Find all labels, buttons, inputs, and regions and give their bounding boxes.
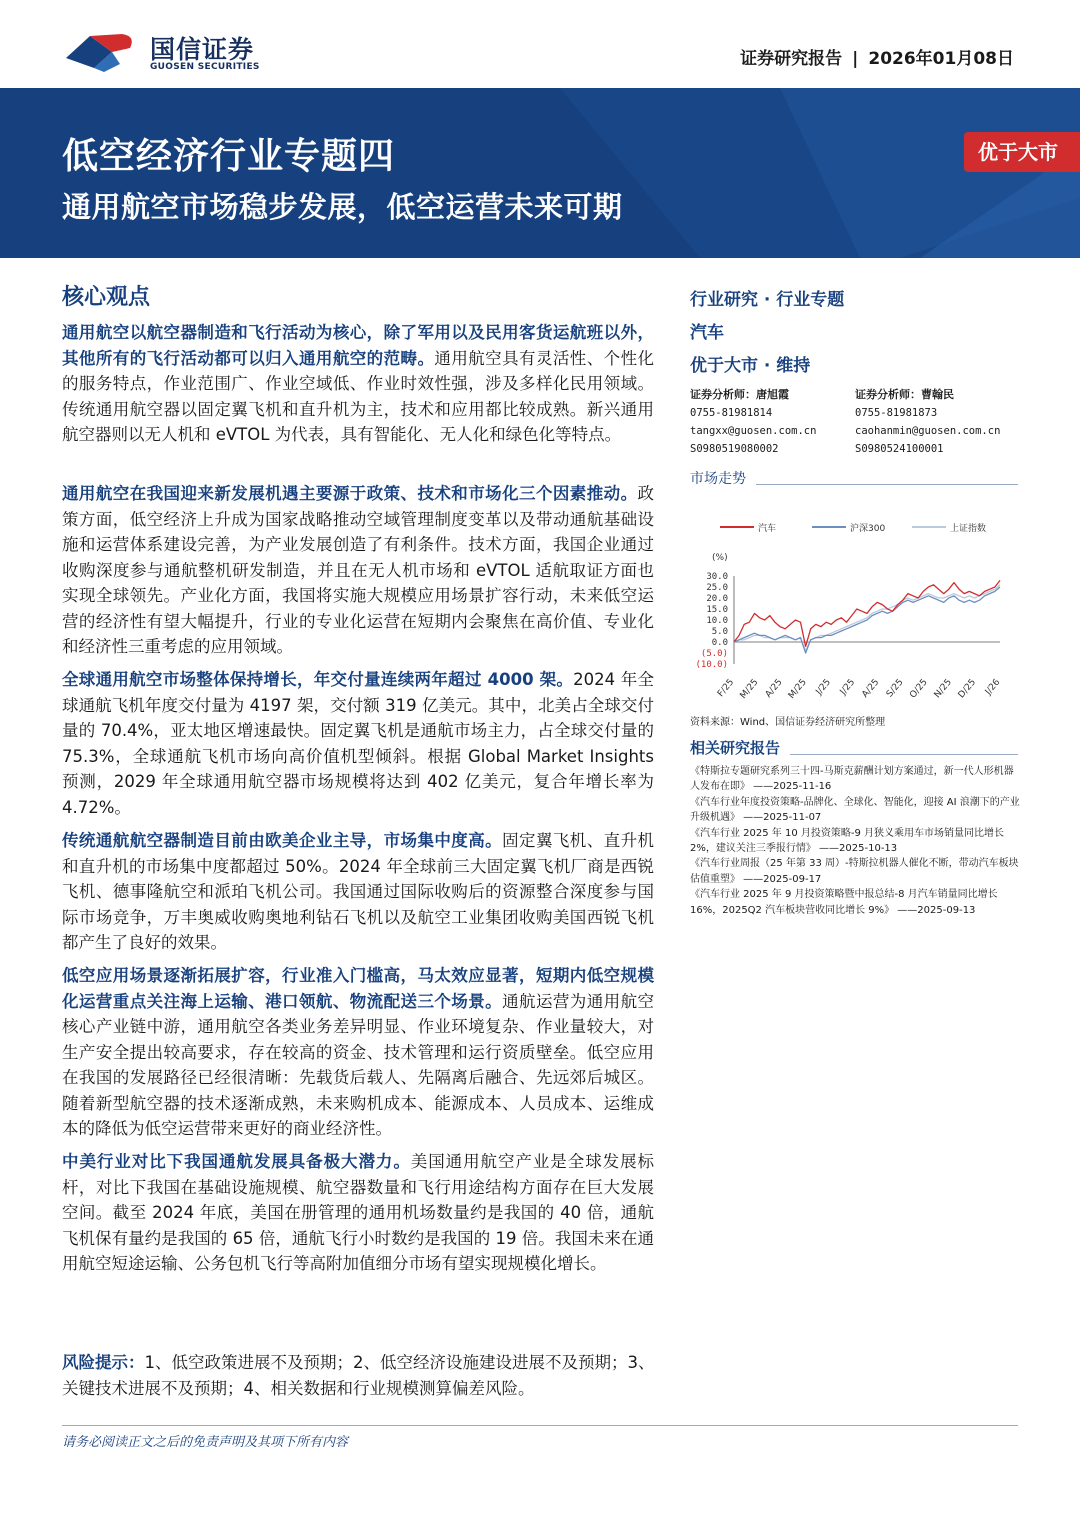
x-tick-label: O/25 bbox=[908, 677, 930, 701]
doc-type: 证券研究报告 bbox=[740, 49, 843, 69]
rating-label: 优于大市 · 维持 bbox=[690, 356, 811, 376]
x-tick-label: J/25 bbox=[814, 677, 834, 698]
legend-label: 汽车 bbox=[758, 524, 777, 534]
legend-label: 上证指数 bbox=[950, 524, 987, 534]
core-paragraph bbox=[62, 828, 654, 956]
chart-source: 资料来源：Wind、国信证券经济研究所整理 bbox=[690, 717, 886, 728]
report-category: 行业研究 · 行业专题 bbox=[690, 290, 845, 310]
analyst-name: 证券分析师：曹翰民 bbox=[855, 388, 954, 401]
related-reports-title: 相关研究报告 bbox=[690, 739, 781, 757]
risk-warning bbox=[62, 1350, 662, 1401]
core-paragraph bbox=[62, 963, 654, 1142]
x-tick-label: D/25 bbox=[956, 677, 979, 701]
paragraph-body: 通航运营为通用航空核心产业链中游，通用航空各类业务差异明显、作业环境复杂、作业量较大，对生产安全提出较高要求，存在较高的资金、技术管理和运行资质壁垒。低空应用在我国的发展路径已经很清晰：先载货后载人、先隔离后融合、先远郊后城区。随着新型航空器的技术逐渐成熟，未来购机成本、能源成本、人员成本、运维成本的降低为低空运营带来更好的商业经济性。 bbox=[62, 991, 655, 1138]
analyst-name: 证券分析师：唐旭霞 bbox=[690, 388, 789, 401]
analyst-email[interactable]: tangxx@guosen.com.cn bbox=[690, 425, 817, 437]
y-tick-label: 30.0 bbox=[706, 572, 728, 582]
x-tick-label: J/26 bbox=[983, 677, 1003, 698]
paragraph-body: 政策方面，低空经济上升成为国家战略推动空域管理制度变革以及带动通航基础设施和运营体系建设完善，为产业发展创造了有利条件。技术方面，我国企业通过收购深度参与通航整机研发制造，并且在无人机市场和 eVTOL 适航取证方面也实现全球领先。产业化方面，我国将实施大规模应用场景扩容行动，未来低空运营的经济性有望大幅提升，行业的专业化运营在短期内会聚焦在高价值、专业化和经济性三重考虑的应用领域。 bbox=[62, 484, 654, 656]
related-report-item[interactable]: 《汽车行业周报（25 年第 33 周）-特斯拉机器人催化不断，带动汽车板块估值重塑》 ——2025-09-17 bbox=[690, 858, 1019, 885]
paragraph-lead: 通用航空在我国迎来新发展机遇主要源于政策、技术和市场化三个因素推动。 bbox=[62, 484, 638, 503]
industry-label: 汽车 bbox=[690, 323, 724, 343]
y-tick-label: 15.0 bbox=[706, 605, 728, 615]
x-tick-label: M/25 bbox=[738, 677, 761, 701]
title-banner bbox=[0, 88, 1080, 258]
analyst-email[interactable]: caohanmin@guosen.com.cn bbox=[855, 425, 1001, 437]
risk-body: 1、低空政策进展不及预期；2、低空经济设施建设进展不及预期；3、关键技术进展不及预期；4、相关数据和行业规模测算偏差风险。 bbox=[62, 1353, 655, 1398]
y-tick-label: (10.0) bbox=[695, 660, 728, 670]
y-axis-unit: (%) bbox=[712, 553, 728, 563]
report-date: 2026年01月08日 bbox=[868, 49, 1014, 69]
market-trend-rule bbox=[756, 484, 1018, 485]
y-tick-label: 5.0 bbox=[711, 627, 728, 637]
related-report-item[interactable]: 《特斯拉专题研究系列三十四-马斯克薪酬计划方案通过，新一代人形机器人发布在即》 ——2025-11-16 bbox=[690, 766, 1014, 793]
x-tick-label: N/25 bbox=[932, 677, 954, 701]
report-title: 低空经济行业专题四 bbox=[62, 136, 396, 177]
paragraph-lead: 中美行业对比下我国通航发展具备极大潜力。 bbox=[62, 1152, 411, 1171]
core-paragraph bbox=[62, 320, 654, 448]
logo-mark-icon bbox=[64, 30, 140, 74]
brand-name-en: GUOSEN SECURITIES bbox=[150, 62, 260, 72]
analyst-cert: S0980519080002 bbox=[690, 443, 779, 455]
paragraph-body: 美国通用航空产业是全球发展标杆，对比下我国在基础设施规模、航空器数量和飞行用途结构方面存在巨大发展空间。截至 2024 年底，美国在册管理的通用机场数量约是我国的 40 倍，通航飞机保有量约是我国的 65 倍，通航飞行小时数约是我国的 19 倍。我国未来在通用航空短途运输、公务包机飞行等高附加值细分市场有望实现规模化增长。 bbox=[62, 1152, 655, 1273]
related-report-item[interactable]: 《汽车行业 2025 年 9 月投资策略暨中报总结-8 月汽车销量同比增长 16%，2025Q2 汽车板块营收同比增长 9%》 ——2025-09-13 bbox=[690, 889, 998, 916]
market-trend-svg bbox=[690, 500, 1020, 708]
analyst-phone: 0755-81981873 bbox=[855, 407, 938, 419]
related-report-item[interactable]: 《汽车行业年度投资策略-品牌化、全球化、智能化，迎接 AI 浪潮下的产业升级机遇》 ——2025-11-07 bbox=[690, 796, 1020, 824]
y-tick-label: 10.0 bbox=[706, 616, 728, 626]
y-tick-label: 0.0 bbox=[711, 638, 728, 648]
meta-separator: | bbox=[852, 49, 859, 69]
y-tick-label: 25.0 bbox=[706, 583, 728, 593]
paragraph-lead: 低空应用场景逐渐拓展扩容，行业准入门槛高，马太效应显著，短期内低空规模化运营重点关注海上运输、港口领航、物流配送三个场景。 bbox=[62, 966, 654, 1011]
core-paragraph bbox=[62, 667, 654, 820]
brand-name: 国信证券 bbox=[150, 35, 255, 64]
section-title-core: 核心观点 bbox=[62, 285, 151, 310]
analyst-cert: S0980524100001 bbox=[855, 443, 944, 455]
analyst-phone: 0755-81981814 bbox=[690, 407, 773, 419]
related-reports-list bbox=[690, 764, 1020, 918]
market-trend-chart bbox=[690, 500, 1020, 708]
legend-label: 沪深300 bbox=[850, 524, 886, 534]
analyst-card bbox=[855, 386, 1025, 458]
disclaimer-note: 请务必阅读正文之后的免责声明及其项下所有内容 bbox=[62, 1435, 349, 1450]
report-meta bbox=[740, 44, 1014, 69]
risk-lead: 风险提示： bbox=[62, 1353, 145, 1372]
paragraph-lead: 全球通用航空市场整体保持增长，年交付量连续两年超过 4000 架。 bbox=[62, 670, 574, 689]
x-tick-label: F/25 bbox=[715, 677, 737, 699]
footer-divider bbox=[62, 1425, 1018, 1426]
rating-badge: 优于大市 bbox=[964, 132, 1080, 172]
related-report-item[interactable]: 《汽车行业 2025 年 10 月投资策略-9 月狭义乘用车市场销量同比增长 2%，建议关注三季报行情》 ——2025-10-13 bbox=[690, 827, 1005, 855]
x-tick-label: A/25 bbox=[860, 677, 882, 700]
paragraph-body: 固定翼飞机、直升机和直升机的市场集中度都超过 50%。2024 年全球前三大固定翼飞机厂商是西锐飞机、德事隆航空和派珀飞机公司。我国通过国际收购后的资源整合深度参与国际市场竞争，万丰奥威收购奥地利钻石飞机以及航空工业集团收购美国西锐飞机都产生了良好的效果。 bbox=[62, 831, 655, 952]
market-trend-title: 市场走势 bbox=[690, 471, 746, 487]
paragraph-lead: 通用航空以航空器制造和飞行活动为核心，除了军用以及民用客货运航班以外，其他所有的飞行活动都可以归入通用航空的范畴。 bbox=[62, 323, 654, 368]
core-paragraph bbox=[62, 1149, 654, 1277]
y-tick-label: 20.0 bbox=[706, 594, 728, 604]
analyst-card bbox=[690, 386, 860, 458]
report-subtitle: 通用航空市场稳步发展，低空运营未来可期 bbox=[62, 190, 623, 224]
paragraph-body: 2024 年全球通航飞机年度交付量为 4197 架，交付额 319 亿美元。其中，北美占全球交付量的 70.4%，亚太地区增速最快。固定翼飞机是通航市场主力，占全球交付量的 75.3%，全球通航飞机市场向高价值机型倾斜。根据 Global Market Insights 预测，2029 年全球通用航空器市场规模将达到 402 亿美元，复合年增长率为 4.72%。 bbox=[62, 670, 654, 817]
paragraph-lead: 传统通航航空器制造目前由欧美企业主导，市场集中度高。 bbox=[62, 831, 503, 850]
series-line bbox=[734, 585, 1000, 651]
y-tick-label: (5.0) bbox=[700, 649, 728, 659]
x-tick-label: A/25 bbox=[763, 677, 785, 700]
related-reports-rule bbox=[790, 754, 1018, 755]
x-tick-label: M/25 bbox=[786, 677, 809, 701]
series-line bbox=[734, 580, 1000, 646]
paragraph-body: 通用航空具有灵活性、个性化的服务特点，作业范围广、作业空域低、作业时效性强，涉及多样化民用领域。传统通用航空器以固定翼飞机和直升机为主，技术和应用都比较成熟。新兴通用航空器则以无人机和 eVTOL 为代表，具有智能化、无人化和绿色化等特点。 bbox=[62, 348, 655, 444]
core-paragraph bbox=[62, 481, 654, 660]
x-tick-label: J/25 bbox=[838, 677, 858, 698]
x-tick-label: S/25 bbox=[884, 677, 906, 700]
